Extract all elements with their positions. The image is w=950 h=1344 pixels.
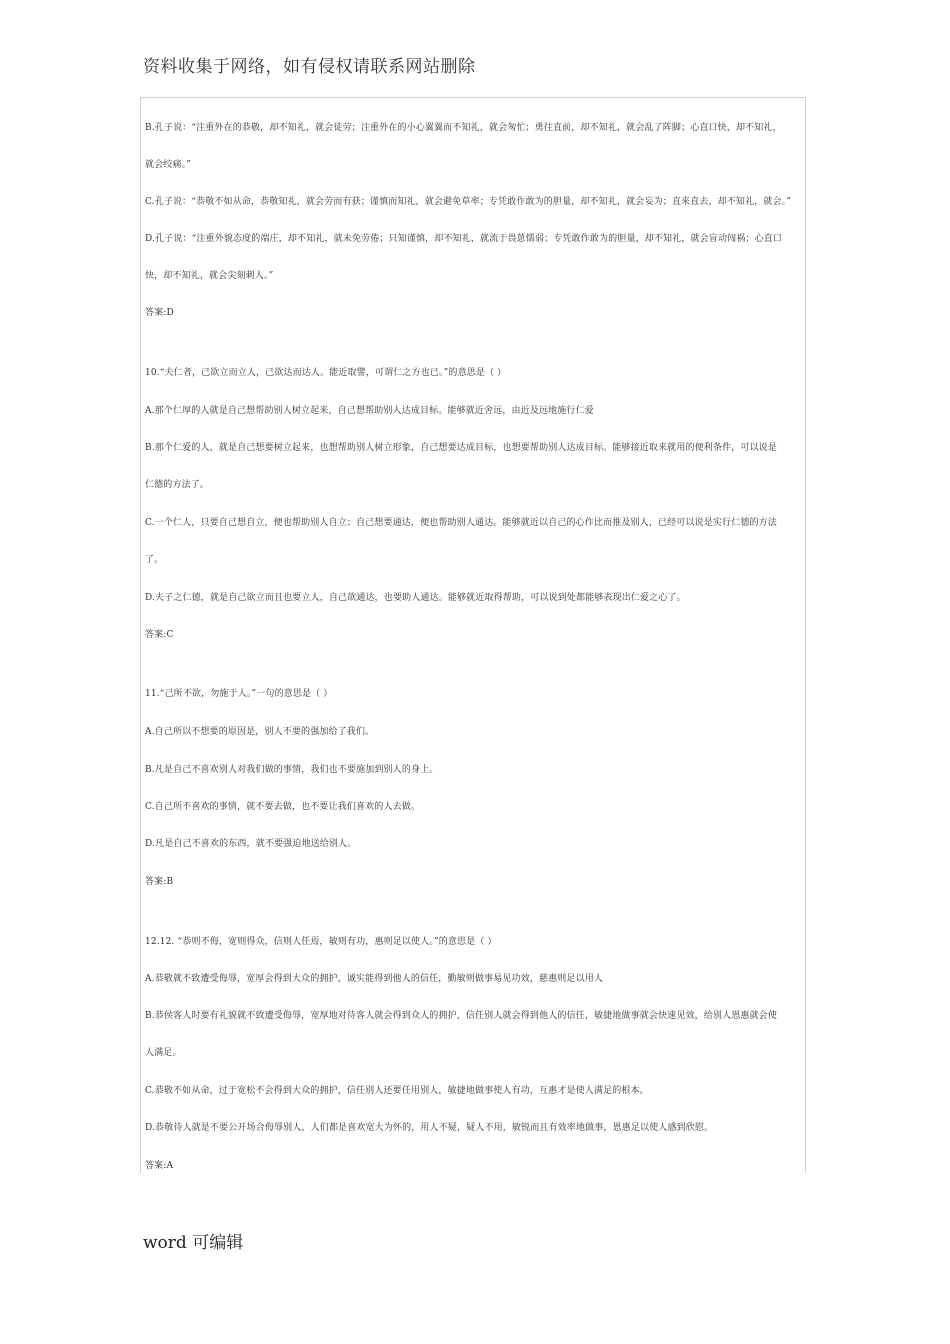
option-line: C.孔子说：“恭敬不如从命，恭敬知礼，就会劳而有获；谨慎而知礼，就会避免草率；专凭敢作敢为的胆量，却不知礼，就会妄为；直来直去，却不知礼，就会。” [145, 197, 792, 207]
option-line: D.凡是自己不喜欢的东西，就不要强迫地送给别人。 [145, 839, 357, 849]
option-line: 快，却不知礼，就会尖刻刺人。” [145, 271, 274, 281]
answer-line: 答案:D [145, 308, 174, 318]
option-line: 人满足。 [145, 1048, 182, 1058]
option-line: 了。 [145, 555, 164, 565]
answer-line: 答案:B [145, 877, 174, 887]
page-footer: word 可编辑 [143, 1233, 244, 1253]
option-line: C.一个仁人，只要自己想自立，便也帮助别人自立；自己想要通达，便也帮助别人通达。能够就近以自己的心作比而推及别人，已经可以说是实行仁德的方法 [145, 518, 777, 528]
option-line: D.恭敬待人就是不要公开场合侮辱别人，人们都是喜欢宽大为怀的，用人不疑，疑人不用，敏锐而且有效率地做事，恩惠足以使人感到欣慰。 [145, 1123, 714, 1133]
answer-line: 答案:C [145, 630, 174, 640]
option-line: B.恭侯客人时要有礼貌就不致遭受侮辱，宽厚地对待客人就会得到众人的拥护，信任别人就会得到他人的信任，敏捷地做事就会快速见效，给别人恩惠就会使 [145, 1011, 777, 1021]
page-header: 资料收集于网络，如有侵权请联系网站删除 [143, 57, 476, 77]
option-line: C.自己所不喜欢的事情，就不要去做，也不要让我们喜欢的人去做。 [145, 802, 421, 812]
question-line: 12.12. “恭则不侮，宽则得众，信则人任焉，敏则有功，惠则足以使人。”的意思是（ ） [145, 937, 497, 947]
option-line: A.恭敬就不致遭受侮辱，宽厚会得到大众的拥护，诚实能得到他人的信任，勤敏则做事易见功效，慈惠则足以用人 [145, 974, 604, 984]
question-line: 11.“己所不欲，勿施于人。”一句的意思是（ ） [145, 689, 333, 699]
option-line: B.孔子说：“注重外在的恭敬，却不知礼，就会徒劳；注重外在的小心翼翼而不知礼，就会匆忙；勇往直前，却不知礼，就会乱了阵脚；心直口快，却不知礼， [145, 123, 782, 133]
option-line: D.孔子说：“注重外貌态度的端庄，却不知礼，就未免劳倦；只知谨慎，却不知礼，就流于畏葸懦弱；专凭敢作敢为的胆量，却不知礼，就会盲动闯祸；心直口 [145, 234, 783, 244]
option-line: 仁德的方法了。 [145, 480, 210, 490]
option-line: A.那个仁厚的人就是自己想帮助别人树立起来，自己想帮助别人达成目标。能够就近舍远，由近及远地施行仁爱 [145, 406, 594, 416]
option-line: B.凡是自己不喜欢别人对我们做的事情，我们也不要施加到别人的身上。 [145, 765, 439, 775]
question-line: 10.“夫仁者，己欲立而立人，己欲达而达人。能近取譬，可谓仁之方也已。”的意思是（ ） [145, 368, 507, 378]
answer-line: 答案:A [145, 1161, 174, 1171]
option-line: D.夫子之仁德，就是自己欲立而且也要立人，自己欲通达，也要助人通达。能够就近取得帮助，可以说到处都能够表现出仁爱之心了。 [145, 593, 686, 603]
option-line: C.恭敬不如从命，过于宽松不会得到大众的拥护，信任别人还要任用别人，敏捷地做事使人有功，互惠才是使人满足的根本。 [145, 1086, 649, 1096]
option-line: A.自己所以不想要的原因是，别人不要的强加给了我们。 [145, 727, 375, 737]
option-line: B.那个仁爱的人，就是自己想要树立起来，也想帮助别人树立形象，自己想要达成目标，也想要帮助别人达成目标。能够接近取来就用的便利条件，可以说是 [145, 443, 777, 453]
option-line: 就会绞痛。” [145, 160, 192, 170]
